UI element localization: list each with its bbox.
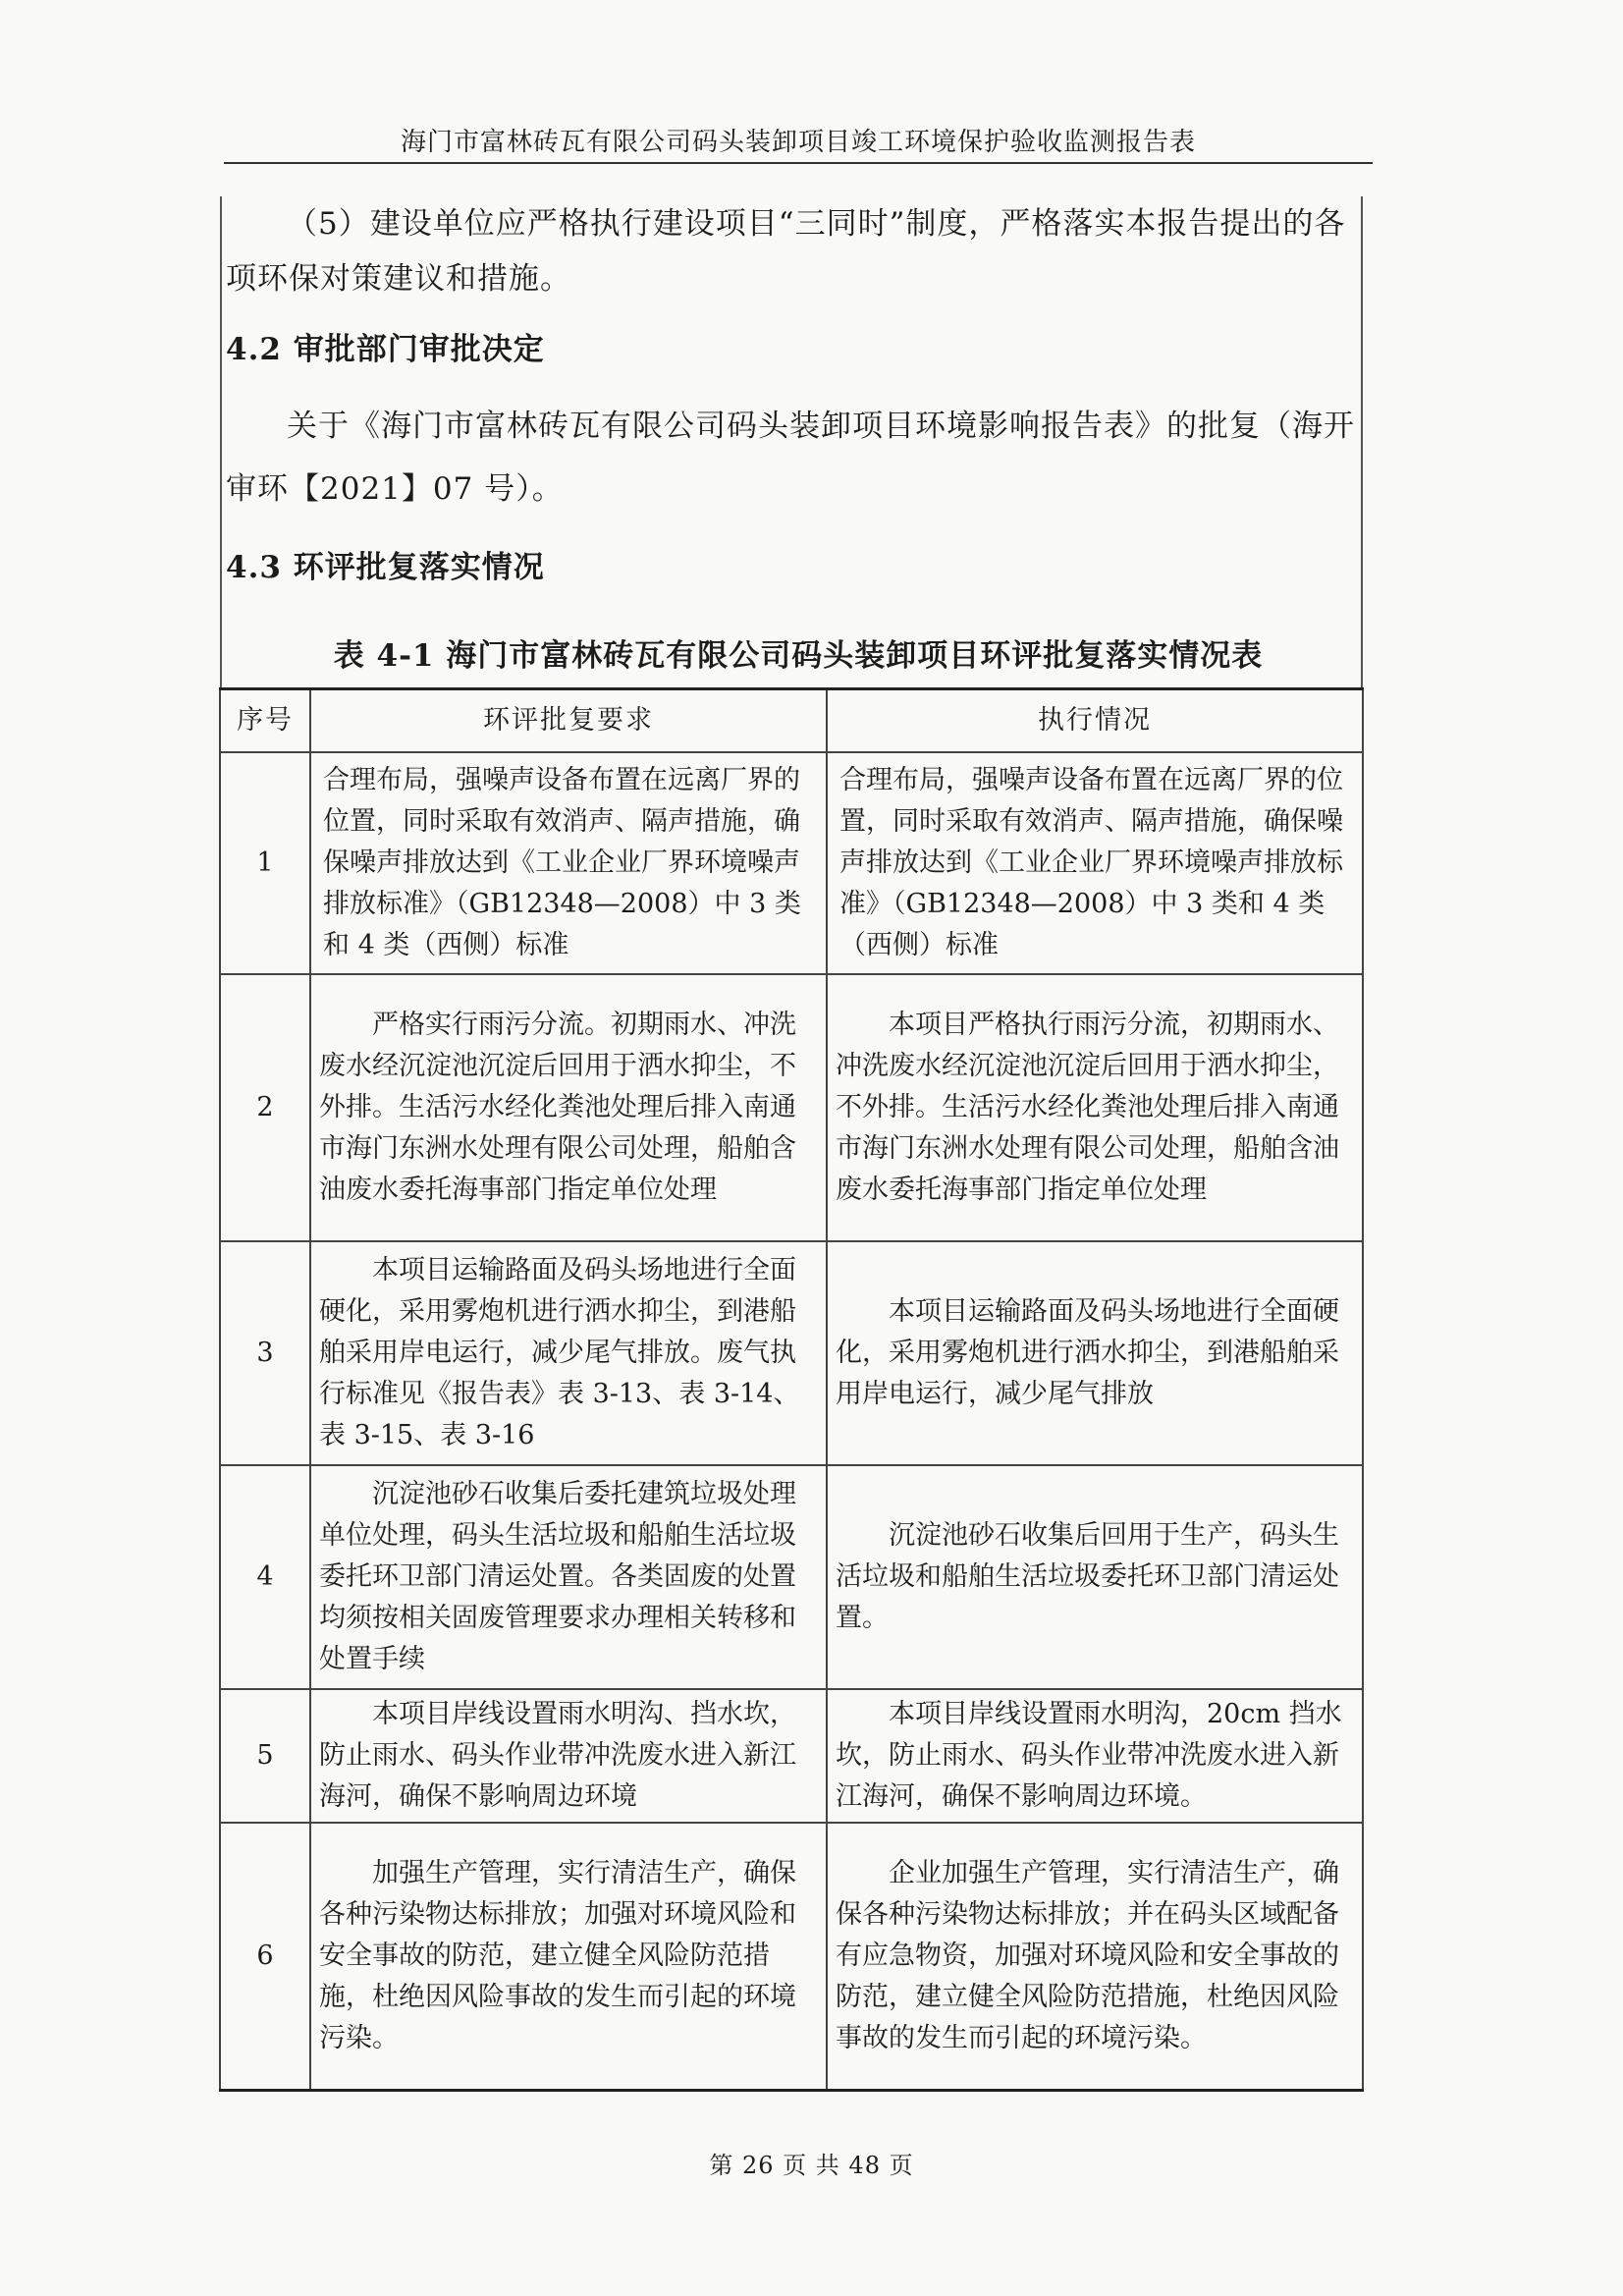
section-4-2-paragraph: 关于《海门市富林砖瓦有限公司码头装卸项目环境影响报告表》的批复（海开审环【2021】07 号）。 — [226, 409, 1355, 507]
row-implementation: 沉淀池砂石收集后回用于生产，码头生活垃圾和船舶生活垃圾委托环卫部门清运处置。 — [827, 1465, 1363, 1689]
table-row — [220, 752, 1363, 974]
table-header-row — [220, 689, 1363, 753]
row-requirement: 合理布局，强噪声设备布置在远离厂界的位置，同时采取有效消声、隔声措施，确保噪声排放达到《工业企业厂界环境噪声排放标准》（GB12348—2008）中 3 类和 4 类（西侧）标准 — [310, 752, 827, 974]
row-seq: 2 — [220, 974, 310, 1241]
row-implementation: 本项目岸线设置雨水明沟，20cm 挡水坎，防止雨水、码头作业带冲洗废水进入新江海河，确保不影响周边环境。 — [827, 1689, 1363, 1823]
row-requirement: 本项目岸线设置雨水明沟、挡水坎，防止雨水、码头作业带冲洗废水进入新江海河，确保不影响周边环境 — [310, 1689, 827, 1823]
row-requirement: 沉淀池砂石收集后委托建筑垃圾处理单位处理，码头生活垃圾和船舶生活垃圾委托环卫部门清运处置。各类固废的处置均须按相关固废管理要求办理相关转移和处置手续 — [310, 1465, 827, 1689]
section-4-2-heading: 4.2 审批部门审批决定 — [226, 332, 545, 367]
row-implementation: 企业加强生产管理，实行清洁生产，确保各种污染物达标排放；并在码头区域配备有应急物资，加强对环境风险和安全事故的防范，建立健全风险防范措施，杜绝因风险事故的发生而引起的环境污染。 — [827, 1823, 1363, 2090]
page-header-title: 海门市富林砖瓦有限公司码头装卸项目竣工环境保护验收监测报告表 — [400, 128, 1196, 157]
row-seq: 5 — [220, 1689, 310, 1823]
section-4-3-heading: 4.3 环评批复落实情况 — [226, 550, 545, 585]
column-header-requirement: 环评批复要求 — [310, 689, 827, 753]
table-row — [220, 1241, 1363, 1465]
table-row — [220, 974, 1363, 1241]
row-implementation: 合理布局，强噪声设备布置在远离厂界的位置，同时采取有效消声、隔声措施，确保噪声排放达到《工业企业厂界环境噪声排放标准》（GB12348—2008）中 3 类和 4 类（西侧）标准 — [827, 752, 1363, 974]
table-caption: 表 4-1 海门市富林砖瓦有限公司码头装卸项目环评批复落实情况表 — [333, 638, 1264, 674]
page-number-footer: 第 26 页 共 48 页 — [709, 2152, 914, 2179]
table-row — [220, 1823, 1363, 2090]
row-implementation: 本项目严格执行雨污分流，初期雨水、冲洗废水经沉淀池沉淀后回用于洒水抑尘，不外排。生活污水经化粪池处理后排入南通市海门东洲水处理有限公司处理，船舶含油废水委托海事部门指定单位处理 — [827, 974, 1363, 1241]
header-divider — [224, 162, 1373, 164]
row-seq: 1 — [220, 752, 310, 974]
column-header-implementation: 执行情况 — [827, 689, 1363, 753]
item-5-paragraph: （5）建设单位应严格执行建设项目“三同时”制度，严格落实本报告提出的各项环保对策建议和措施。 — [226, 206, 1346, 297]
row-implementation: 本项目运输路面及码头场地进行全面硬化，采用雾炮机进行洒水抑尘，到港船舶采用岸电运行，减少尾气排放 — [827, 1241, 1363, 1465]
table-row — [220, 1689, 1363, 1823]
row-seq: 3 — [220, 1241, 310, 1465]
table-row — [220, 1465, 1363, 1689]
row-requirement: 本项目运输路面及码头场地进行全面硬化，采用雾炮机进行洒水抑尘，到港船舶采用岸电运行，减少尾气排放。废气执行标准见《报告表》表 3-13、表 3-14、表 3-15、表 3-16 — [310, 1241, 827, 1465]
approval-implementation-table — [219, 687, 1364, 2092]
row-seq: 6 — [220, 1823, 310, 2090]
row-seq: 4 — [220, 1465, 310, 1689]
frame-right-border — [1361, 196, 1363, 689]
row-requirement: 加强生产管理，实行清洁生产，确保各种污染物达标排放；加强对环境风险和安全事故的防范，建立健全风险防范措施，杜绝因风险事故的发生而引起的环境污染。 — [310, 1823, 827, 2090]
row-requirement: 严格实行雨污分流。初期雨水、冲洗废水经沉淀池沉淀后回用于洒水抑尘，不外排。生活污水经化粪池处理后排入南通市海门东洲水处理有限公司处理，船舶含油废水委托海事部门指定单位处理 — [310, 974, 827, 1241]
column-header-seq: 序号 — [220, 689, 310, 753]
frame-left-border — [220, 196, 222, 689]
